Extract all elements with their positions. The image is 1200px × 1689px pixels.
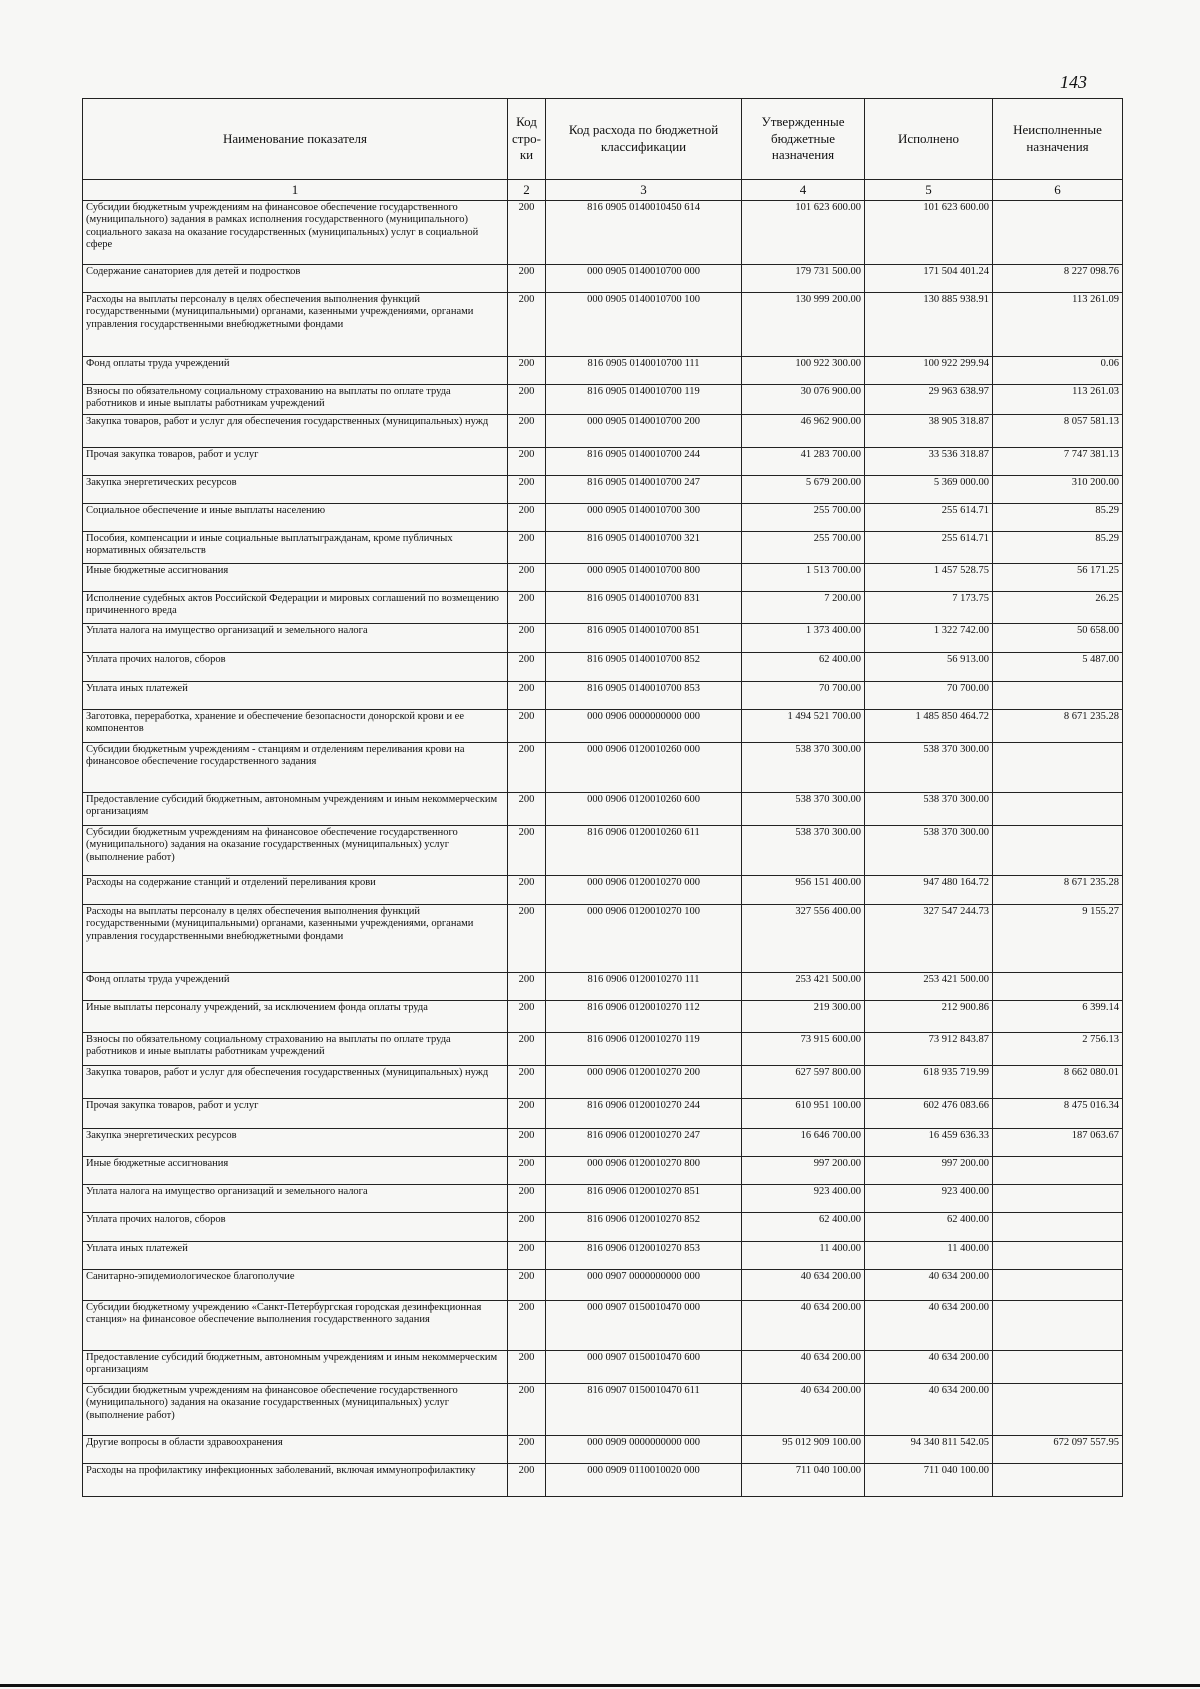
cell-line: 200 [508,743,546,793]
cell-approved: 538 370 300.00 [742,743,865,793]
table-row [83,1066,1123,1099]
cell-line: 200 [508,1384,546,1436]
cell-line: 200 [508,1033,546,1066]
table-row [83,357,1123,385]
cell-code: 816 0906 0120010270 119 [546,1033,742,1066]
cell-unexecuted: 5 487.00 [993,653,1123,682]
cell-name: Закупка энергетических ресурсов [83,476,508,504]
cell-name: Предоставление субсидий бюджетным, автономным учреждениям и иным некоммерческим организациям [83,1351,508,1384]
cell-line: 200 [508,1157,546,1185]
cell-line: 200 [508,682,546,710]
cell-name: Пособия, компенсации и иные социальные выплатыгражданам, кроме публичных нормативных обязательств [83,532,508,564]
cell-line: 200 [508,1213,546,1242]
table-row [83,592,1123,624]
cell-name: Прочая закупка товаров, работ и услуг [83,1099,508,1129]
table-row [83,682,1123,710]
cell-approved: 1 373 400.00 [742,624,865,653]
cell-unexecuted [993,793,1123,826]
cell-name: Закупка энергетических ресурсов [83,1129,508,1157]
table-row [83,826,1123,876]
cell-line: 200 [508,385,546,415]
cell-line: 200 [508,1099,546,1129]
table-row [83,1033,1123,1066]
table-row [83,793,1123,826]
cell-name: Уплата иных платежей [83,1242,508,1270]
cell-unexecuted: 113 261.09 [993,293,1123,357]
cell-unexecuted: 0.06 [993,357,1123,385]
cell-code: 816 0905 0140010700 851 [546,624,742,653]
cell-executed: 947 480 164.72 [865,876,993,905]
table-row [83,476,1123,504]
cell-unexecuted: 85.29 [993,532,1123,564]
cell-name: Закупка товаров, работ и услуг для обеспечения государственных (муниципальных) нужд [83,415,508,448]
cell-unexecuted [993,826,1123,876]
cell-code: 816 0907 0150010470 611 [546,1384,742,1436]
cell-name: Уплата прочих налогов, сборов [83,1213,508,1242]
cell-unexecuted [993,743,1123,793]
table-row [83,265,1123,293]
table-row [83,1129,1123,1157]
cell-code: 816 0905 0140010700 244 [546,448,742,476]
cell-executed: 62 400.00 [865,1213,993,1242]
table-row [83,1157,1123,1185]
budget-execution-table [82,98,1123,1497]
cell-name: Уплата налога на имущество организаций и земельного налога [83,1185,508,1213]
cell-executed: 56 913.00 [865,653,993,682]
cell-unexecuted: 50 658.00 [993,624,1123,653]
cell-line: 200 [508,1066,546,1099]
cell-unexecuted: 2 756.13 [993,1033,1123,1066]
table-row [83,876,1123,905]
table-row [83,1213,1123,1242]
cell-code: 816 0905 0140010700 831 [546,592,742,624]
cell-code: 000 0906 0120010270 200 [546,1066,742,1099]
table-row [83,1301,1123,1351]
column-number-row [83,180,1123,201]
cell-name: Субсидии бюджетным учреждениям - станциям и отделениям переливания крови на финансовое обеспечение государственного задания [83,743,508,793]
cell-approved: 41 283 700.00 [742,448,865,476]
cell-line: 200 [508,357,546,385]
table-row [83,504,1123,532]
cell-line: 200 [508,905,546,973]
cell-name: Заготовка, переработка, хранение и обеспечение безопасности донорской крови и ее компонентов [83,710,508,743]
cell-code: 000 0907 0000000000 000 [546,1270,742,1301]
cell-code: 816 0906 0120010270 112 [546,1001,742,1033]
cell-executed: 5 369 000.00 [865,476,993,504]
cell-executed: 327 547 244.73 [865,905,993,973]
cell-name: Закупка товаров, работ и услуг для обеспечения государственных (муниципальных) нужд [83,1066,508,1099]
cell-code: 000 0905 0140010700 300 [546,504,742,532]
cell-unexecuted: 672 097 557.95 [993,1436,1123,1464]
cell-executed: 40 634 200.00 [865,1351,993,1384]
cell-line: 200 [508,793,546,826]
cell-code: 816 0906 0120010270 244 [546,1099,742,1129]
table-row [83,201,1123,265]
cell-executed: 212 900.86 [865,1001,993,1033]
table-row [83,1270,1123,1301]
cell-unexecuted: 8 671 235.28 [993,710,1123,743]
table-row [83,293,1123,357]
cell-code: 816 0905 0140010700 119 [546,385,742,415]
cell-name: Расходы на выплаты персоналу в целях обеспечения выполнения функций государственными (муниципальными) органами, казенными учреждениями, органами управления государственными внебюджетными фондами [83,293,508,357]
cell-code: 000 0906 0120010270 000 [546,876,742,905]
cell-unexecuted: 187 063.67 [993,1129,1123,1157]
cell-code: 816 0906 0120010270 852 [546,1213,742,1242]
cell-approved: 255 700.00 [742,504,865,532]
cell-executed: 711 040 100.00 [865,1464,993,1497]
cell-code: 000 0906 0120010270 800 [546,1157,742,1185]
cell-name: Иные выплаты персоналу учреждений, за исключением фонда оплаты труда [83,1001,508,1033]
column-number: 6 [993,180,1123,201]
cell-name: Субсидии бюджетным учреждениям на финансовое обеспечение государственного (муниципального) задания на оказание государственных (муниципальных) услуг (выполнение работ) [83,1384,508,1436]
cell-line: 200 [508,1464,546,1497]
cell-line: 200 [508,1001,546,1033]
cell-unexecuted [993,201,1123,265]
cell-executed: 1 457 528.75 [865,564,993,592]
cell-approved: 16 646 700.00 [742,1129,865,1157]
cell-code: 000 0907 0150010470 000 [546,1301,742,1351]
cell-unexecuted: 8 227 098.76 [993,265,1123,293]
table-row [83,448,1123,476]
cell-unexecuted: 85.29 [993,504,1123,532]
column-number: 5 [865,180,993,201]
cell-unexecuted: 8 057 581.13 [993,415,1123,448]
cell-executed: 73 912 843.87 [865,1033,993,1066]
column-number: 1 [83,180,508,201]
cell-executed: 538 370 300.00 [865,826,993,876]
cell-code: 816 0905 0140010450 614 [546,201,742,265]
cell-approved: 70 700.00 [742,682,865,710]
cell-executed: 538 370 300.00 [865,743,993,793]
table-row [83,1464,1123,1497]
cell-unexecuted [993,1351,1123,1384]
cell-name: Расходы на содержание станций и отделений переливания крови [83,876,508,905]
cell-approved: 627 597 800.00 [742,1066,865,1099]
cell-code: 816 0905 0140010700 853 [546,682,742,710]
cell-executed: 16 459 636.33 [865,1129,993,1157]
cell-line: 200 [508,624,546,653]
cell-unexecuted: 56 171.25 [993,564,1123,592]
header-code: Код расхода по бюджетной классификации [546,99,742,180]
cell-executed: 40 634 200.00 [865,1384,993,1436]
cell-approved: 5 679 200.00 [742,476,865,504]
cell-approved: 101 623 600.00 [742,201,865,265]
cell-approved: 11 400.00 [742,1242,865,1270]
cell-line: 200 [508,476,546,504]
table-row [83,710,1123,743]
cell-name: Прочая закупка товаров, работ и услуг [83,448,508,476]
cell-unexecuted [993,1464,1123,1497]
cell-code: 000 0905 0140010700 000 [546,265,742,293]
cell-approved: 538 370 300.00 [742,793,865,826]
cell-unexecuted [993,1384,1123,1436]
cell-unexecuted: 26.25 [993,592,1123,624]
cell-approved: 40 634 200.00 [742,1351,865,1384]
table-row [83,1185,1123,1213]
cell-name: Исполнение судебных актов Российской Федерации и мировых соглашений по возмещению причиненного вреда [83,592,508,624]
cell-executed: 7 173.75 [865,592,993,624]
table-row [83,973,1123,1001]
cell-code: 816 0906 0120010260 611 [546,826,742,876]
cell-unexecuted [993,1157,1123,1185]
header-unexecuted: Неисполненные назначения [993,99,1123,180]
cell-name: Иные бюджетные ассигнования [83,1157,508,1185]
cell-code: 000 0905 0140010700 100 [546,293,742,357]
cell-code: 816 0906 0120010270 853 [546,1242,742,1270]
cell-approved: 62 400.00 [742,1213,865,1242]
cell-line: 200 [508,201,546,265]
cell-executed: 1 322 742.00 [865,624,993,653]
cell-approved: 219 300.00 [742,1001,865,1033]
cell-line: 200 [508,1129,546,1157]
cell-executed: 38 905 318.87 [865,415,993,448]
page-number: 143 [1060,72,1087,92]
cell-code: 000 0906 0120010260 000 [546,743,742,793]
cell-executed: 255 614.71 [865,504,993,532]
cell-executed: 171 504 401.24 [865,265,993,293]
cell-code: 816 0906 0120010270 851 [546,1185,742,1213]
cell-unexecuted [993,1301,1123,1351]
cell-name: Субсидии бюджетным учреждениям на финансовое обеспечение государственного (муниципального) задания в рамках исполнения государственного (муниципального) социального заказа на оказание государственных (муниципальных) услуг в социальной сфере [83,201,508,265]
cell-name: Предоставление субсидий бюджетным, автономным учреждениям и иным некоммерческим организациям [83,793,508,826]
column-number: 4 [742,180,865,201]
table-header-row [83,99,1123,180]
cell-name: Санитарно-эпидемиологическое благополучие [83,1270,508,1301]
cell-unexecuted: 113 261.03 [993,385,1123,415]
cell-line: 200 [508,293,546,357]
cell-executed: 130 885 938.91 [865,293,993,357]
cell-name: Другие вопросы в области здравоохранения [83,1436,508,1464]
cell-approved: 711 040 100.00 [742,1464,865,1497]
page-bottom-border [0,1684,1200,1687]
column-number: 2 [508,180,546,201]
cell-approved: 1 513 700.00 [742,564,865,592]
cell-approved: 73 915 600.00 [742,1033,865,1066]
cell-name: Фонд оплаты труда учреждений [83,357,508,385]
cell-unexecuted [993,1213,1123,1242]
table-row [83,532,1123,564]
cell-code: 816 0906 0120010270 111 [546,973,742,1001]
header-executed: Исполнено [865,99,993,180]
table-row [83,564,1123,592]
cell-name: Уплата прочих налогов, сборов [83,653,508,682]
cell-name: Взносы по обязательному социальному страхованию на выплаты по оплате труда работников и иные выплаты работникам учреждений [83,1033,508,1066]
header-name: Наименование показателя [83,99,508,180]
table-row [83,1099,1123,1129]
cell-approved: 40 634 200.00 [742,1384,865,1436]
cell-line: 200 [508,1351,546,1384]
cell-approved: 253 421 500.00 [742,973,865,1001]
cell-name: Социальное обеспечение и иные выплаты населению [83,504,508,532]
cell-approved: 100 922 300.00 [742,357,865,385]
cell-executed: 997 200.00 [865,1157,993,1185]
cell-approved: 30 076 900.00 [742,385,865,415]
cell-line: 200 [508,564,546,592]
cell-line: 200 [508,532,546,564]
cell-approved: 46 962 900.00 [742,415,865,448]
cell-line: 200 [508,653,546,682]
cell-code: 000 0909 0110010020 000 [546,1464,742,1497]
table-row [83,1384,1123,1436]
cell-line: 200 [508,1301,546,1351]
cell-approved: 179 731 500.00 [742,265,865,293]
cell-approved: 997 200.00 [742,1157,865,1185]
cell-approved: 923 400.00 [742,1185,865,1213]
cell-name: Расходы на профилактику инфекционных заболеваний, включая иммунопрофилактику [83,1464,508,1497]
cell-unexecuted: 6 399.14 [993,1001,1123,1033]
cell-name: Уплата налога на имущество организаций и земельного налога [83,624,508,653]
table-row [83,1351,1123,1384]
cell-approved: 40 634 200.00 [742,1301,865,1351]
cell-approved: 327 556 400.00 [742,905,865,973]
cell-unexecuted: 8 662 080.01 [993,1066,1123,1099]
cell-approved: 7 200.00 [742,592,865,624]
cell-name: Субсидии бюджетному учреждению «Санкт-Петербургская городская дезинфекционная станция» на финансовое обеспечение выполнения государственного задания [83,1301,508,1351]
cell-line: 200 [508,1436,546,1464]
cell-executed: 40 634 200.00 [865,1270,993,1301]
table-row [83,624,1123,653]
cell-name: Уплата иных платежей [83,682,508,710]
table-row [83,415,1123,448]
cell-executed: 33 536 318.87 [865,448,993,476]
cell-line: 200 [508,826,546,876]
cell-name: Фонд оплаты труда учреждений [83,973,508,1001]
cell-code: 000 0905 0140010700 800 [546,564,742,592]
cell-code: 816 0905 0140010700 111 [546,357,742,385]
cell-approved: 40 634 200.00 [742,1270,865,1301]
cell-unexecuted: 8 475 016.34 [993,1099,1123,1129]
table-body [83,201,1123,1497]
cell-line: 200 [508,973,546,1001]
cell-executed: 94 340 811 542.05 [865,1436,993,1464]
table-row [83,385,1123,415]
cell-unexecuted [993,682,1123,710]
cell-code: 000 0907 0150010470 600 [546,1351,742,1384]
cell-unexecuted [993,973,1123,1001]
cell-unexecuted: 7 747 381.13 [993,448,1123,476]
cell-unexecuted: 310 200.00 [993,476,1123,504]
cell-executed: 101 623 600.00 [865,201,993,265]
cell-line: 200 [508,1270,546,1301]
cell-code: 000 0905 0140010700 200 [546,415,742,448]
cell-line: 200 [508,415,546,448]
cell-unexecuted [993,1242,1123,1270]
cell-code: 000 0906 0120010260 600 [546,793,742,826]
table-row [83,653,1123,682]
cell-name: Субсидии бюджетным учреждениям на финансовое обеспечение государственного (муниципального) задания на оказание государственных (муниципальных) услуг (выполнение работ) [83,826,508,876]
cell-line: 200 [508,265,546,293]
cell-executed: 602 476 083.66 [865,1099,993,1129]
cell-executed: 618 935 719.99 [865,1066,993,1099]
header-line: Код стро-ки [508,99,546,180]
cell-unexecuted [993,1185,1123,1213]
cell-approved: 610 951 100.00 [742,1099,865,1129]
cell-executed: 100 922 299.94 [865,357,993,385]
cell-executed: 923 400.00 [865,1185,993,1213]
table-row [83,1001,1123,1033]
cell-code: 816 0905 0140010700 247 [546,476,742,504]
table-row [83,905,1123,973]
cell-name: Расходы на выплаты персоналу в целях обеспечения выполнения функций государственными (муниципальными) органами, казенными учреждениями, органами управления государственными внебюджетными фондами [83,905,508,973]
cell-executed: 255 614.71 [865,532,993,564]
cell-approved: 956 151 400.00 [742,876,865,905]
cell-executed: 29 963 638.97 [865,385,993,415]
cell-executed: 538 370 300.00 [865,793,993,826]
cell-code: 816 0905 0140010700 321 [546,532,742,564]
cell-executed: 70 700.00 [865,682,993,710]
cell-line: 200 [508,504,546,532]
cell-unexecuted: 9 155.27 [993,905,1123,973]
cell-approved: 95 012 909 100.00 [742,1436,865,1464]
cell-unexecuted: 8 671 235.28 [993,876,1123,905]
cell-line: 200 [508,448,546,476]
cell-approved: 62 400.00 [742,653,865,682]
cell-approved: 538 370 300.00 [742,826,865,876]
table-row [83,1242,1123,1270]
table-row [83,743,1123,793]
column-number: 3 [546,180,742,201]
cell-executed: 1 485 850 464.72 [865,710,993,743]
cell-code: 000 0906 0000000000 000 [546,710,742,743]
cell-line: 200 [508,1185,546,1213]
cell-executed: 253 421 500.00 [865,973,993,1001]
cell-executed: 40 634 200.00 [865,1301,993,1351]
cell-line: 200 [508,710,546,743]
cell-line: 200 [508,876,546,905]
cell-code: 816 0905 0140010700 852 [546,653,742,682]
cell-executed: 11 400.00 [865,1242,993,1270]
cell-name: Содержание санаториев для детей и подростков [83,265,508,293]
cell-approved: 1 494 521 700.00 [742,710,865,743]
cell-line: 200 [508,592,546,624]
table-row [83,1436,1123,1464]
cell-approved: 130 999 200.00 [742,293,865,357]
cell-unexecuted [993,1270,1123,1301]
cell-name: Иные бюджетные ассигнования [83,564,508,592]
header-approved: Утвержденные бюджетные назначения [742,99,865,180]
cell-code: 000 0909 0000000000 000 [546,1436,742,1464]
cell-code: 816 0906 0120010270 247 [546,1129,742,1157]
cell-code: 000 0906 0120010270 100 [546,905,742,973]
cell-name: Взносы по обязательному социальному страхованию на выплаты по оплате труда работников и иные выплаты работникам учреждений [83,385,508,415]
cell-approved: 255 700.00 [742,532,865,564]
cell-line: 200 [508,1242,546,1270]
